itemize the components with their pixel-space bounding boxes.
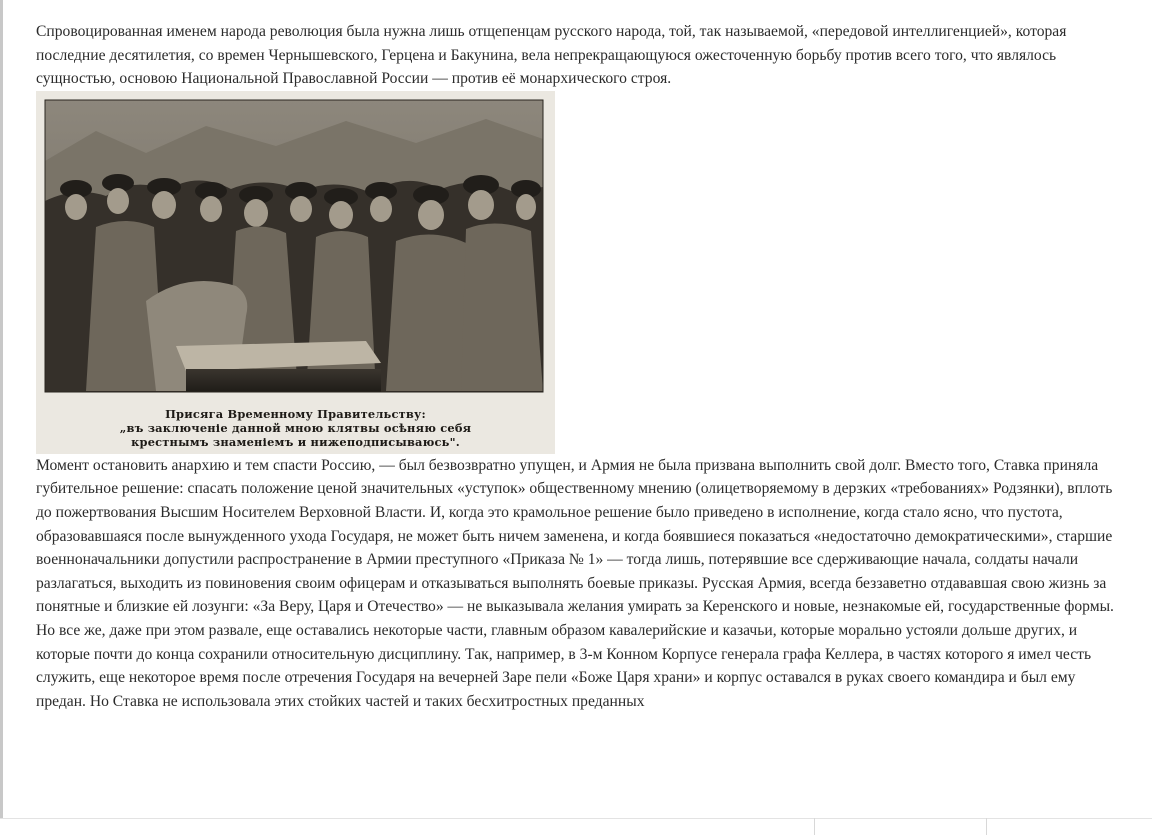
photo-caption [36, 407, 555, 449]
paragraph-3: Но все же, даже при этом развале, еще оставались некоторые части, главным образом кавалерийские и казачьи, которые морально устояли дольше других, и которые почти до конца сохранили относительную дисциплину. Так, например, в 3-м Конном Корпусе генерала графа Келлера, в частях которого я имел честь служить, еще некоторое время после отречения Государя на вечерней Заре пели «Боже Царя храни» и корпус оставался в руках своего командира и был ему предан. Но Ставка не использовала этих стойких частей и таких бесхитростных преданных [36, 621, 1092, 710]
historical-photo [36, 91, 555, 454]
bottom-bar-divider [814, 818, 815, 835]
caption-line-3: крестнымъ знаменіемъ и нижеподписываюсь". [131, 434, 460, 449]
caption-line-1: Присяга Временному Правительству: [165, 406, 426, 421]
left-border [0, 0, 3, 835]
paragraph-1: Спровоцированная именем народа революция была нужна лишь отщепенцам русского народа, той, так называемой, «передовой интеллигенцией», которая последние десятилетия, со времен Чернышевского, Герцена и Бакунина, вела непрекращающуюся ожесточенную борьбу против всего того, что являлось сущностью, основою Национальной Православной России — против её монархического строя. [36, 23, 1067, 88]
caption-line-2: „въ заключеніе данной мною клятвы осѣняю себя [119, 420, 472, 435]
paragraph-2: Момент остановить анархию и тем спасти Россию, — был безвозвратно упущен, и Армия не была призвана выполнить свой долг. Вместо того, Ставка приняла губительное решение: спасать положение ценой значительных «уступок» общественному мнению (олицетворяемому в дерзких «требованиях» Родзянки), вплоть до пожертвования Высшим Носителем Верховной Власти. И, когда это крамольное решение было приведено в исполнение, когда стало ясно, что пустота, образовавшаяся после вынужденного ухода Государя, не может быть ничем заменена, и когда боявшиеся показаться «недостаточно демократическими», старшие военноначальники допустили распространение в Армии преступного «Приказа № 1» — тогда лишь, потерявшие все сдерживающие начала, солдаты начали разлагаться, выходить из повиновения своим офицерам и отказываться выполнять боевые приказы. Русская Армия, всегда беззаветно отдававшая свою жизнь за понятные и близкие ей лозунги: «За Веру, Царя и Отечество» — не выказывала желания умирать за Керенского и новые, незнакомые ей, государственные формы. [36, 456, 1114, 616]
bottom-bar-divider [986, 818, 987, 835]
bottom-bar [0, 818, 1152, 836]
article-content [36, 20, 1116, 713]
photo-image [36, 91, 555, 454]
